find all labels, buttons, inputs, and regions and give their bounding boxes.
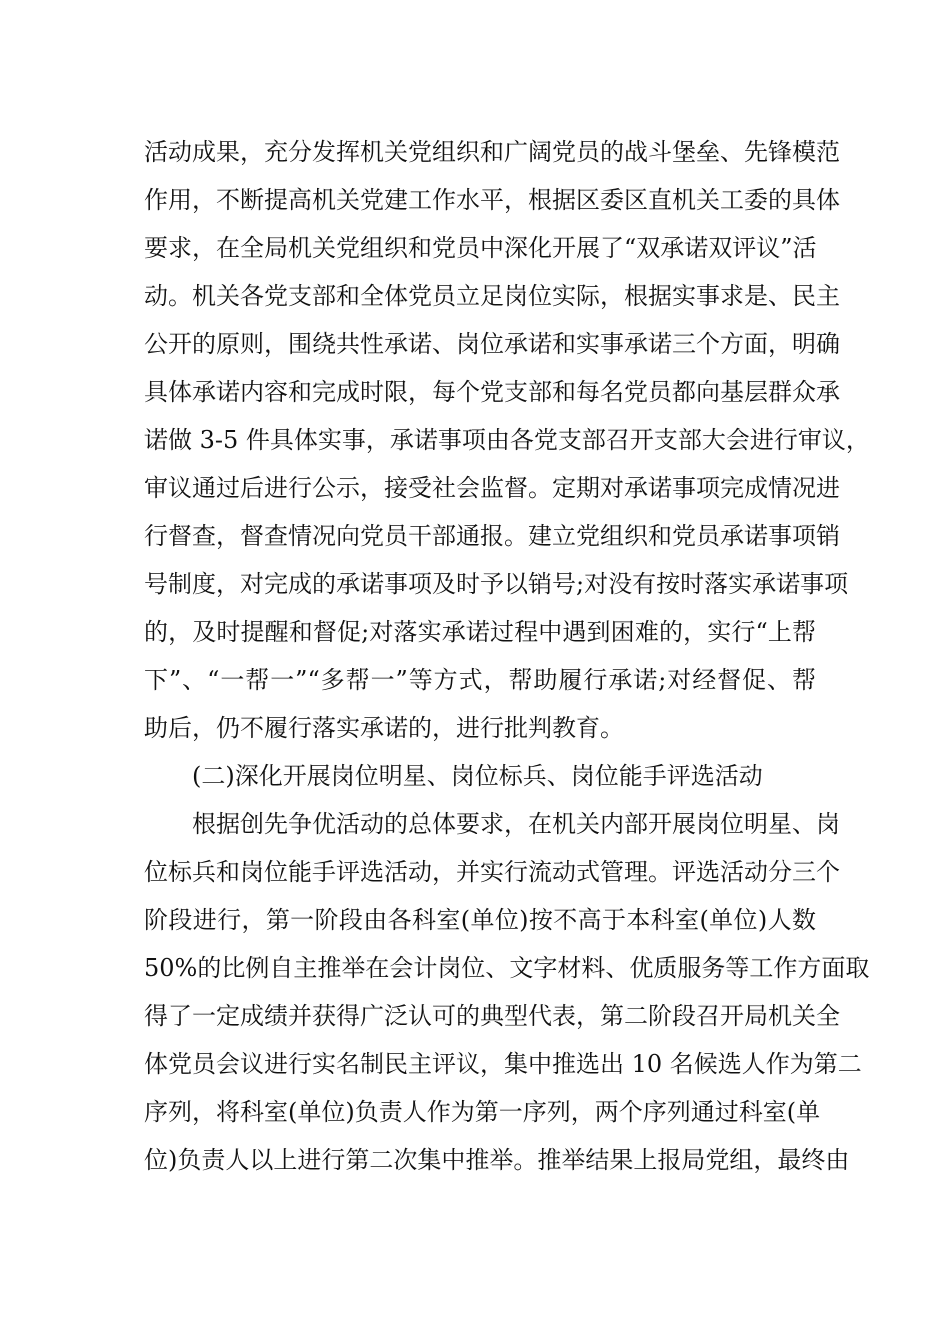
text-line: 诺做 3-5 件具体实事，承诺事项由各党支部召开支部大会进行审议， — [144, 426, 870, 454]
paragraph — [144, 128, 870, 752]
text-line: 具体承诺内容和完成时限，每个党支部和每名党员都向基层群众承 — [144, 378, 840, 406]
text-line: 序列，将科室(单位)负责人作为第一序列，两个序列通过科室(单 — [144, 1098, 821, 1126]
text-line: (二)深化开展岗位明星、岗位标兵、岗位能手评选活动 — [192, 762, 763, 790]
text-line: 位)负责人以上进行第二次集中推举。推举结果上报局党组，最终由 — [144, 1146, 850, 1174]
text-line: 助后，仍不履行落实承诺的，进行批判教育。 — [144, 714, 624, 742]
text-line: 动。机关各党支部和全体党员立足岗位实际，根据实事求是、民主 — [144, 282, 840, 310]
text-line: 体党员会议进行实名制民主评议，集中推选出 10 名候选人作为第二 — [144, 1050, 862, 1078]
text-line: 作用，不断提高机关党建工作水平，根据区委区直机关工委的具体 — [144, 186, 840, 214]
text-line: 行督查，督查情况向党员干部通报。建立党组织和党员承诺事项销 — [144, 522, 840, 550]
text-line: 的，及时提醒和督促;对落实承诺过程中遇到困难的，实行“上帮 — [144, 618, 816, 646]
text-line: 得了一定成绩并获得广泛认可的典型代表，第二阶段召开局机关全 — [144, 1002, 840, 1030]
text-line: 50%的比例自主推举在会计岗位、文字材料、优质服务等工作方面取 — [144, 954, 870, 982]
section-heading — [144, 752, 816, 800]
paragraph — [144, 800, 870, 1184]
document-body — [144, 128, 870, 1184]
text-line: 下”、“一帮一”“多帮一”等方式，帮助履行承诺;对经督促、帮 — [144, 666, 816, 694]
text-line: 要求，在全局机关党组织和党员中深化开展了“双承诺双评议”活 — [144, 234, 817, 262]
text-line: 审议通过后进行公示，接受社会监督。定期对承诺事项完成情况进 — [144, 474, 840, 502]
text-line: 位标兵和岗位能手评选活动，并实行流动式管理。评选活动分三个 — [144, 858, 840, 886]
text-line: 根据创先争优活动的总体要求，在机关内部开展岗位明星、岗 — [192, 810, 840, 838]
text-line: 阶段进行，第一阶段由各科室(单位)按不高于本科室(单位)人数 — [144, 906, 816, 934]
text-line: 活动成果，充分发挥机关党组织和广阔党员的战斗堡垒、先锋模范 — [144, 138, 840, 166]
text-line: 号制度，对完成的承诺事项及时予以销号;对没有按时落实承诺事项 — [144, 570, 849, 598]
text-line: 公开的原则，围绕共性承诺、岗位承诺和实事承诺三个方面，明确 — [144, 330, 840, 358]
